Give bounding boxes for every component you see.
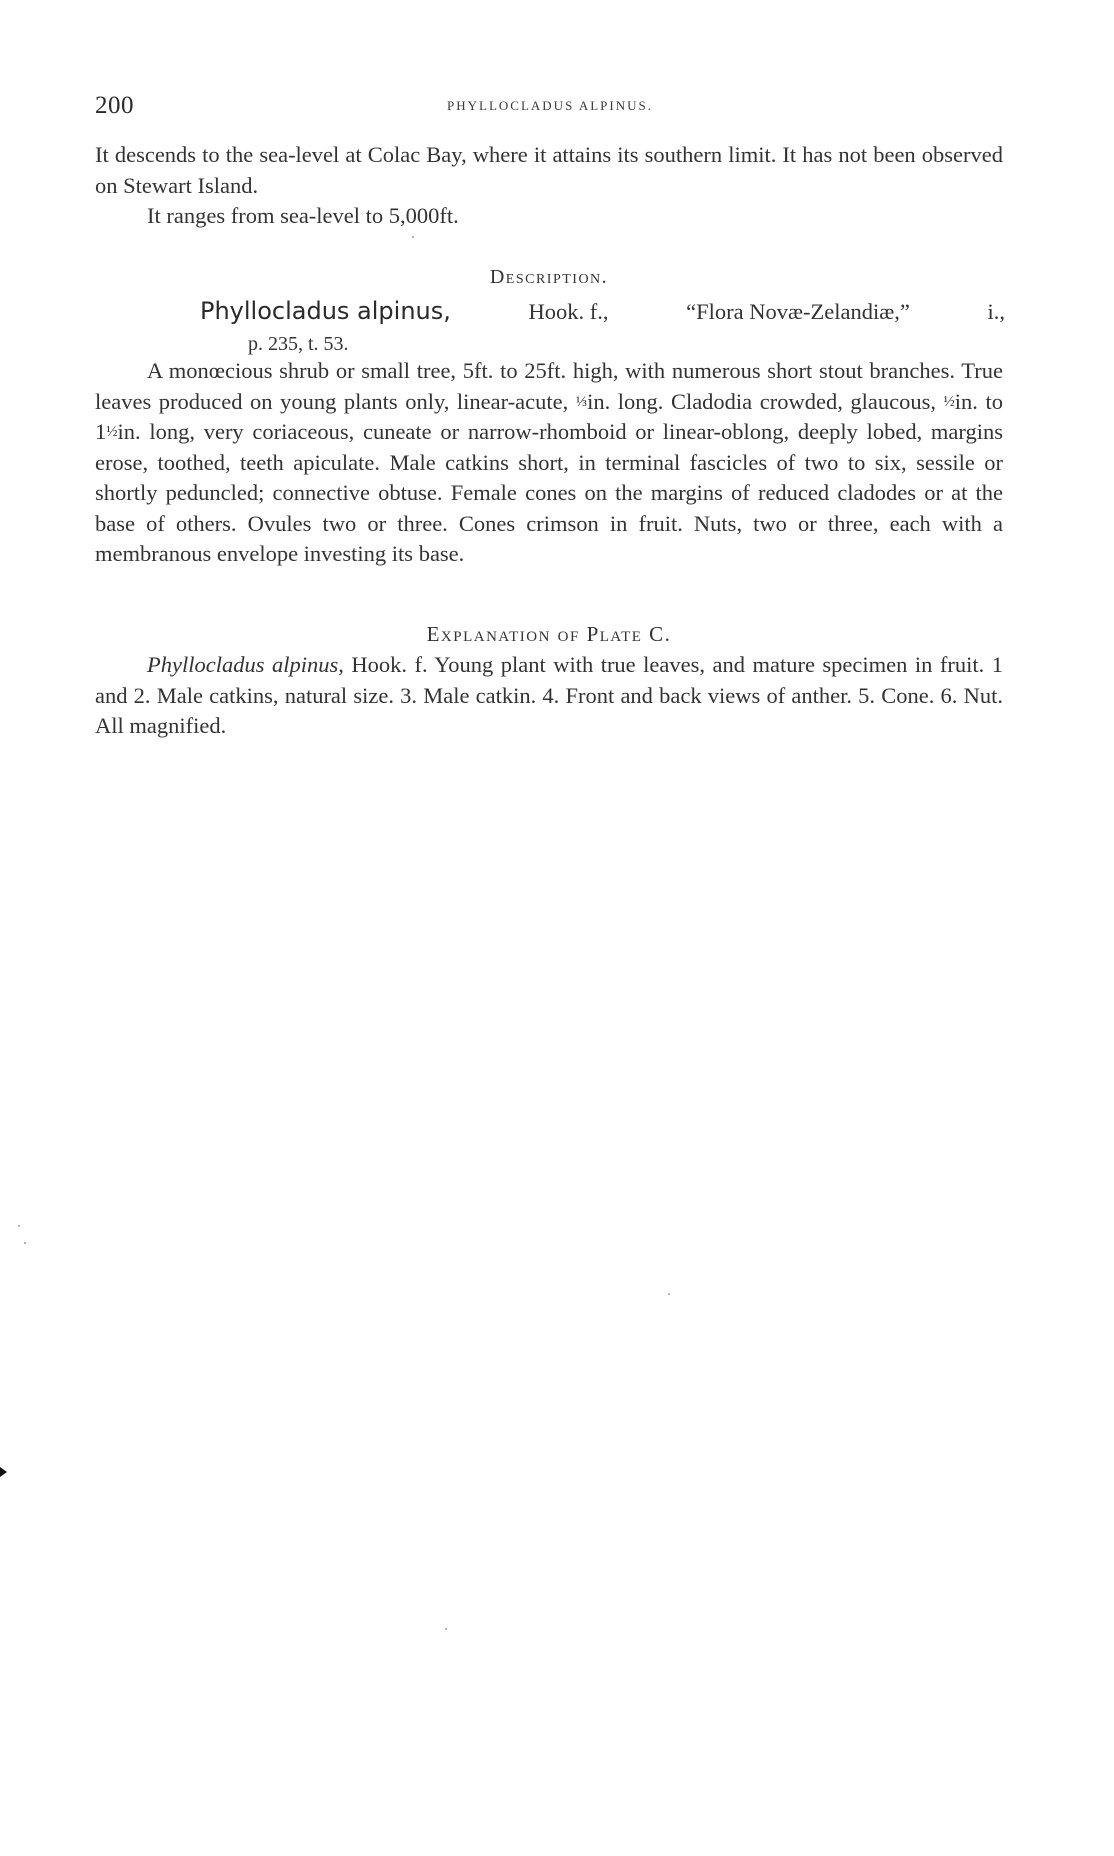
explanation-section	[95, 650, 1003, 742]
explanation-species: Phyllocladus alpinus,	[147, 652, 344, 677]
species-name: Phyllocladus alpinus,	[200, 297, 451, 325]
intro-section	[95, 140, 1003, 232]
species-volume: i.,	[987, 299, 1005, 324]
intro-paragraph-1: It descends to the sea-level at Colac Bay, where it attains its southern limit. It has not been observed on Stewart Island.	[95, 142, 1003, 198]
fraction-c: ½	[106, 424, 118, 440]
page-edge-mark	[0, 1467, 7, 1477]
page-number: 200	[95, 92, 134, 119]
paper-speck	[18, 1225, 20, 1227]
explanation-heading: Explanation of Plate C.	[426, 622, 672, 646]
description-text-b: in. long. Cladodia crowded, glaucous,	[587, 388, 944, 414]
intro-paragraph-2: It ranges from sea-level to 5,000ft.	[147, 203, 459, 228]
species-page-ref: p. 235, t. 53.	[248, 333, 349, 355]
running-header	[95, 92, 1005, 122]
description-text-c: in. to 1	[95, 388, 1003, 444]
paper-speck	[412, 236, 414, 238]
description-section	[95, 356, 1003, 570]
species-work: “Flora Novæ-Zelandiæ,”	[686, 299, 910, 324]
description-paragraph	[95, 356, 1003, 570]
running-title: PHYLLOCLADUS ALPINUS.	[447, 98, 653, 113]
paper-speck	[24, 1242, 26, 1244]
explanation-text: Hook. f. Young plant with true leaves, and mature specimen in fruit. 1 and 2. Male catkins, natural size. 3. Male catkin. 4. Front and back views of anther. 5. Cone. 6. Nut. All magnified.	[95, 652, 1003, 738]
species-authority: Hook. f.,	[528, 299, 609, 324]
description-text-d: in. long, very coriaceous, cuneate or narrow-rhomboid or linear-oblong, deeply lobed, margins erose, toothed, teeth apiculate. Male catkins short, in terminal fascicles of two to six, sessile or shortly peduncled; connective obtuse. Female cones on the margins of reduced cladodes or at the base of others. Ovules two or three. Cones crimson in fruit. Nuts, two or three, each with a membranous envelope investing its base.	[95, 419, 1003, 566]
paper-speck	[445, 1628, 447, 1630]
explanation-paragraph	[95, 650, 1003, 742]
description-text-a: A monœcious shrub or small tree, 5ft. to 25ft. high, with numerous short stout branches. True leaves produced on young plants only, linear-acute,	[95, 358, 1003, 414]
fraction-b: ½	[943, 393, 955, 410]
fraction-a: ⅓	[575, 393, 588, 410]
paper-speck	[668, 1293, 670, 1295]
species-citation	[200, 296, 1005, 327]
description-heading: Description.	[489, 266, 609, 288]
